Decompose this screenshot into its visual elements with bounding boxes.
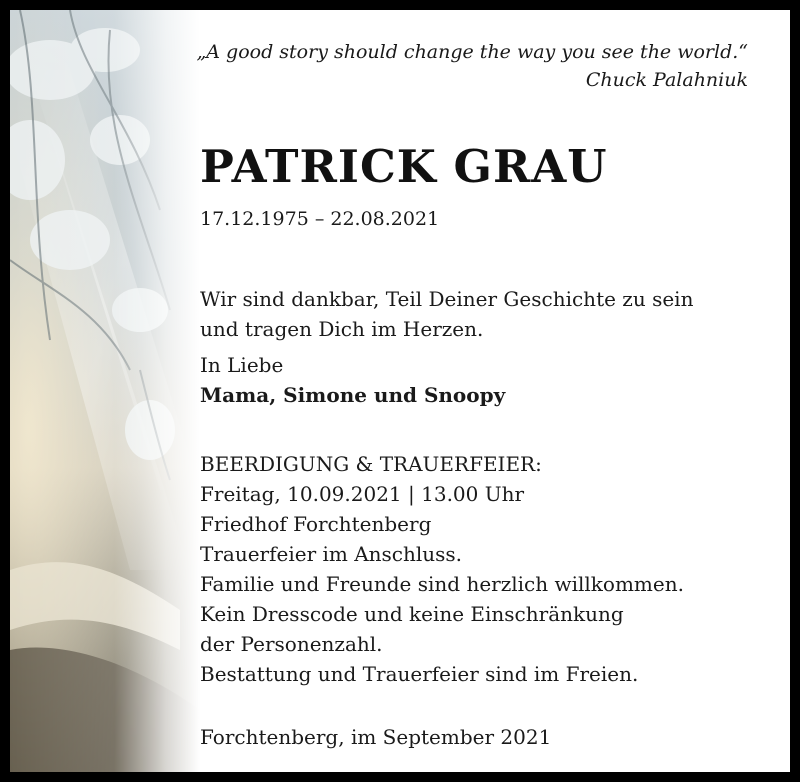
- forest-photo: [10, 10, 200, 772]
- quote-text: „A good story should change the way you see the world.“: [196, 41, 748, 63]
- deceased-name: PATRICK GRAU: [200, 140, 608, 193]
- ceremony-line: der Personenzahl.: [200, 632, 383, 656]
- message-line: Wir sind dankbar, Teil Deiner Geschichte zu sein: [200, 287, 694, 311]
- ceremony-details: [200, 449, 684, 689]
- notice-content: [196, 10, 790, 772]
- ceremony-line: Bestattung und Trauerfeier sind im Freien.: [200, 662, 639, 686]
- place-and-date: Forchtenberg, im September 2021: [200, 725, 552, 749]
- message-line: und tragen Dich im Herzen.: [200, 317, 484, 341]
- ceremony-heading: BEERDIGUNG & TRAUERFEIER:: [200, 452, 542, 476]
- ceremony-line: Friedhof Forchtenberg: [200, 512, 432, 536]
- ceremony-line: Familie und Freunde sind herzlich willkommen.: [200, 572, 684, 596]
- ceremony-line: Kein Dresscode und keine Einschränkung: [200, 602, 624, 626]
- signoff-intro: In Liebe: [200, 353, 284, 377]
- epigraph-quote: [188, 38, 748, 94]
- signoff-names: Mama, Simone und Snoopy: [200, 383, 506, 407]
- quote-author: Chuck Palahniuk: [585, 69, 748, 91]
- condolence-message: [200, 284, 693, 344]
- life-dates: 17.12.1975 – 22.08.2021: [200, 208, 440, 230]
- ceremony-line: Trauerfeier im Anschluss.: [200, 542, 463, 566]
- signoff: [200, 350, 505, 410]
- ceremony-line: Freitag, 10.09.2021 | 13.00 Uhr: [200, 482, 525, 506]
